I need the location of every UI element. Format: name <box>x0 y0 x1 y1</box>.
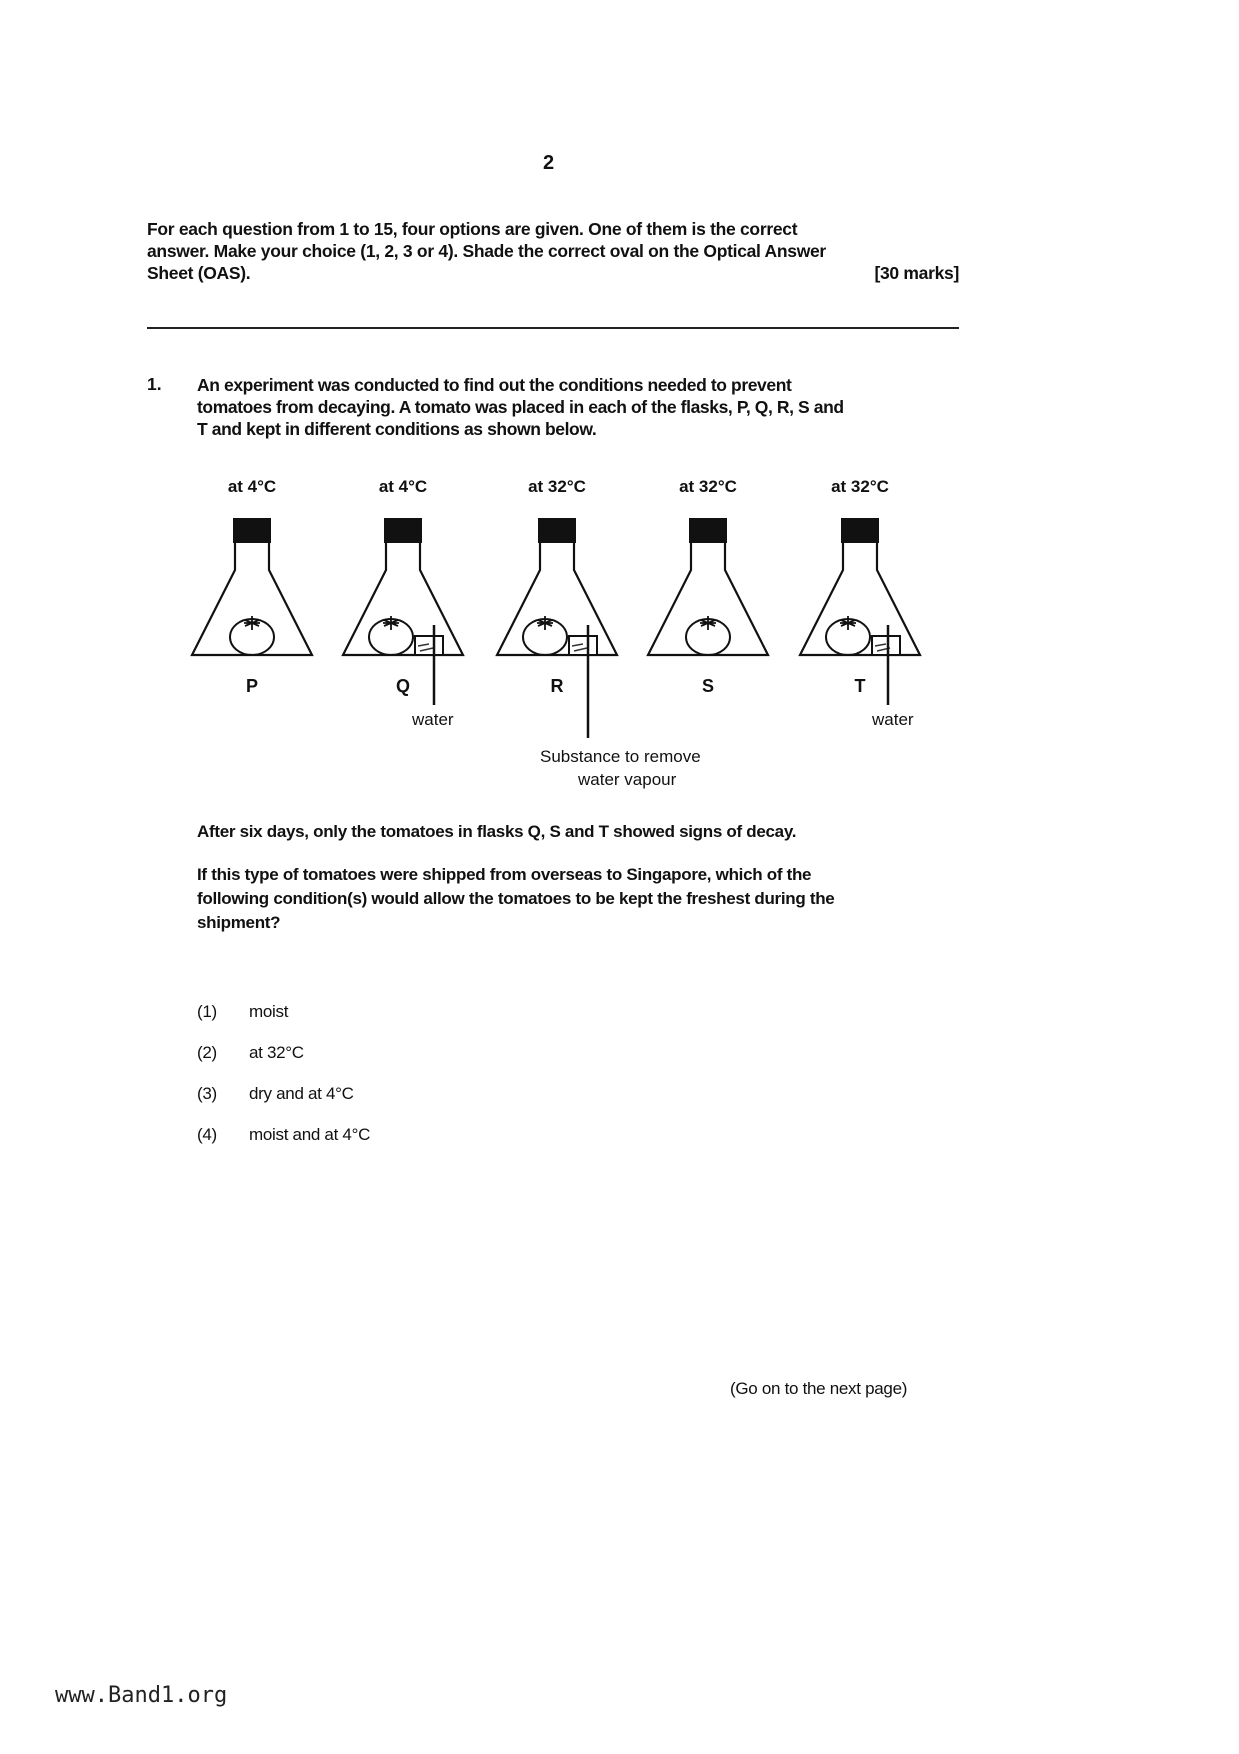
flask-outline <box>800 543 920 655</box>
flask-stopper <box>233 518 271 543</box>
flask-outline <box>343 543 463 655</box>
tomato-stalk-icon <box>840 616 856 630</box>
section-divider <box>147 327 959 329</box>
flask-p <box>192 477 312 696</box>
flask-letter-label: T <box>854 676 866 696</box>
flask-r <box>497 477 617 696</box>
instructions-line: For each question from 1 to 15, four options are given. One of them is the correct <box>147 219 798 239</box>
tomato-stalk-icon <box>537 616 553 630</box>
flask-temperature-label: at 32°C <box>528 477 586 496</box>
flask-outline <box>192 543 312 655</box>
question-stem-line: T and kept in different conditions as shown below. <box>197 419 597 439</box>
flask-t <box>800 477 920 696</box>
prompt-line: following condition(s) would allow the tomatoes to be kept the freshest during the <box>197 889 835 908</box>
flask-stopper <box>538 518 576 543</box>
substance-label-line1: Substance to remove <box>540 747 701 766</box>
prompt-line: If this type of tomatoes were shipped from overseas to Singapore, which of the <box>197 865 812 884</box>
flask-outline <box>648 543 768 655</box>
option-text: at 32°C <box>249 1043 304 1062</box>
observation-text: After six days, only the tomatoes in flasks Q, S and T showed signs of decay. <box>197 822 797 841</box>
water-label-t: water <box>872 710 914 729</box>
flask-stopper <box>841 518 879 543</box>
flask-letter-label: S <box>701 676 715 696</box>
flask-q <box>343 477 463 696</box>
option-number: (4) <box>197 1125 217 1144</box>
watermark: www.Band1.org <box>55 1683 228 1708</box>
substance-label-line2: water vapour <box>578 770 677 789</box>
option-text: moist and at 4°C <box>249 1125 371 1144</box>
question-stem <box>197 374 962 440</box>
flask-temperature-label: at 32°C <box>679 477 737 496</box>
flask-temperature-label: at 4°C <box>227 477 277 496</box>
option-number: (3) <box>197 1084 217 1103</box>
option-number: (1) <box>197 1002 217 1021</box>
option-text: moist <box>249 1002 289 1021</box>
instructions-line: answer. Make your choice (1, 2, 3 or 4). Shade the correct oval on the Optical Answer <box>147 241 826 261</box>
next-page-note: (Go on to the next page) <box>730 1379 908 1398</box>
flask-temperature-label: at 4°C <box>378 477 428 496</box>
prompt-line: shipment? <box>197 913 281 932</box>
tomato-stalk-icon <box>383 616 399 630</box>
answer-option-2[interactable] <box>197 1043 304 1063</box>
flask-diagram <box>170 460 950 800</box>
flask-letter-label: Q <box>395 676 411 696</box>
question-stem-line: An experiment was conducted to find out the conditions needed to prevent <box>197 375 792 395</box>
question-prompt <box>197 863 957 935</box>
answer-option-3[interactable] <box>197 1084 354 1104</box>
water-label-q: water <box>412 710 454 729</box>
flask-outline <box>497 543 617 655</box>
flask-letter-label: P <box>245 676 259 696</box>
question-stem-line: tomatoes from decaying. A tomato was placed in each of the flasks, P, Q, R, S and <box>197 397 844 417</box>
answer-option-4[interactable] <box>197 1125 370 1145</box>
flask-temperature-label: at 32°C <box>831 477 889 496</box>
flask-stopper <box>689 518 727 543</box>
flask-s <box>648 477 768 696</box>
tomato-stalk-icon <box>700 616 716 630</box>
flask-letter-label: R <box>550 676 564 696</box>
question-number: 1. <box>147 374 162 394</box>
page-number: 2 <box>543 152 555 174</box>
tomato-stalk-icon <box>244 616 260 630</box>
section-instructions <box>147 218 959 284</box>
option-number: (2) <box>197 1043 217 1062</box>
answer-option-1[interactable] <box>197 1002 288 1022</box>
flask-stopper <box>384 518 422 543</box>
instructions-line: Sheet (OAS). <box>147 263 251 283</box>
option-text: dry and at 4°C <box>249 1084 354 1103</box>
marks-label: [30 marks] <box>874 263 959 283</box>
